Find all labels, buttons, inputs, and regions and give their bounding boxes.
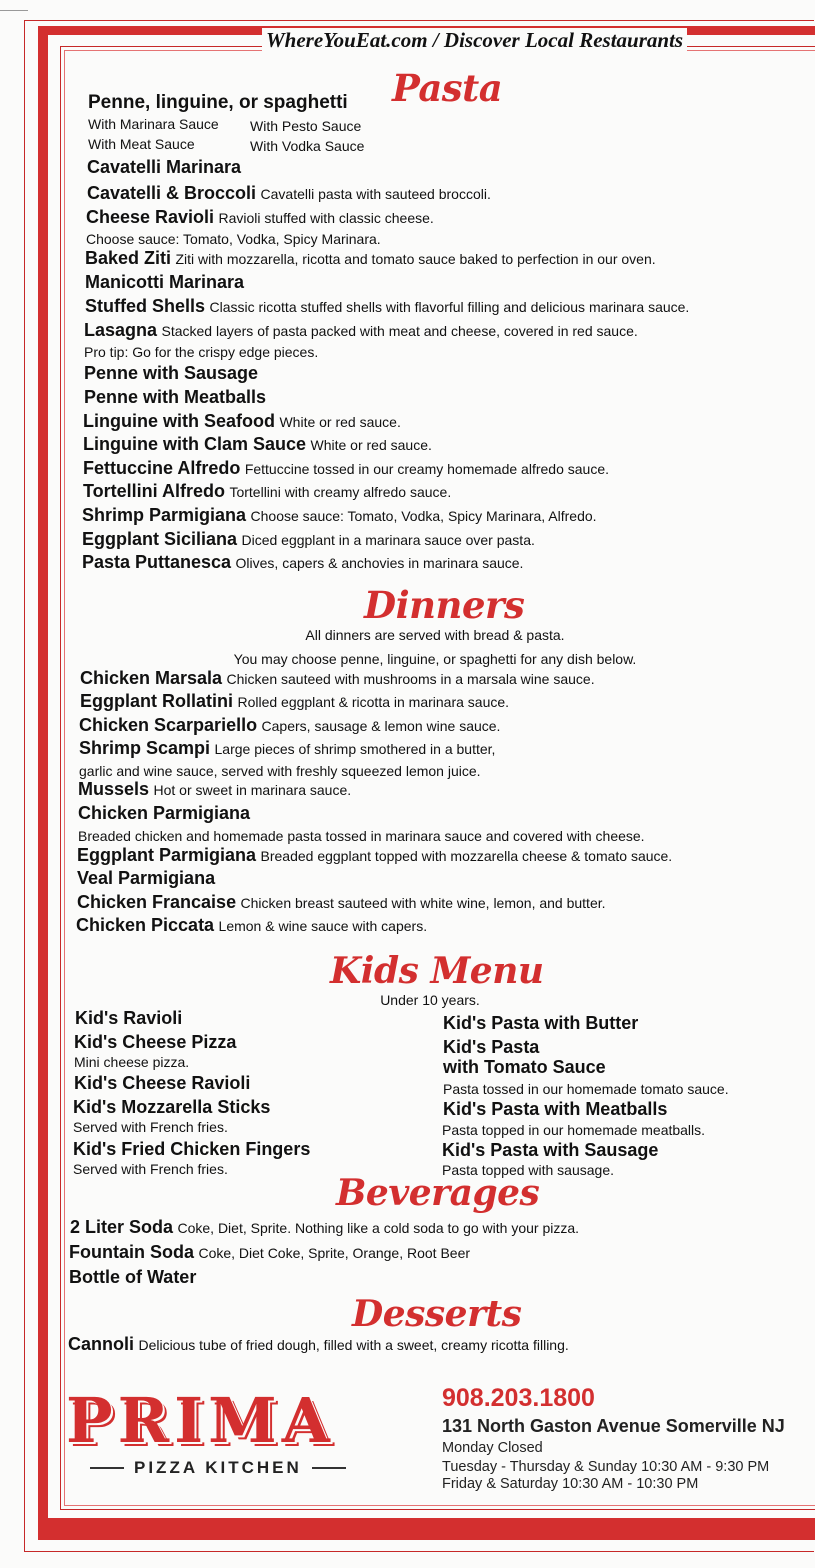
item-desc: Coke, Diet Coke, Sprite, Orange, Root Beer (198, 1245, 471, 1261)
item-desc: Classic ricotta stuffed shells with flavorful filling and delicious marinara sauce. (209, 299, 690, 315)
kids-item-name-cont: with Tomato Sauce (443, 1057, 606, 1077)
item-desc: Coke, Diet, Sprite. Nothing like a cold soda to go with your pizza. (177, 1220, 580, 1236)
menu-item (83, 481, 451, 502)
item-desc: Chicken breast sauteed with white wine, lemon, and butter. (240, 895, 606, 911)
item-desc: Stacked layers of pasta packed with meat and cheese, covered in red sauce. (161, 323, 638, 339)
dinners-note: You may choose penne, linguine, or spaghetti for any dish below. (233, 651, 637, 667)
item-desc: Hot or sweet in marinara sauce. (153, 782, 352, 798)
kids-item-name: Kid's Ravioli (75, 1008, 183, 1028)
dinners-heading: Dinners (364, 583, 525, 627)
item-desc: Choose sauce: Tomato, Vodka, Spicy Marinara, Alfredo. (250, 508, 597, 524)
kids-item-name: Kid's Pasta with Sausage (442, 1140, 659, 1160)
beverages-heading: Beverages (336, 1172, 540, 1214)
item-desc: Large pieces of shrimp smothered in a butter, (214, 741, 496, 757)
item-name: Penne with Meatballs (84, 387, 267, 407)
kids-item-desc: Served with French fries. (73, 1161, 228, 1177)
item-name: Cavatelli Marinara (87, 157, 242, 177)
pasta-heading: Pasta (392, 66, 503, 110)
logo-subtitle: PIZZA KITCHEN (134, 1458, 302, 1477)
item-name: Eggplant Siciliana (82, 529, 238, 549)
item-desc: White or red sauce. (310, 437, 432, 453)
item-name: Shrimp Parmigiana (82, 505, 247, 525)
hours-line: Tuesday - Thursday & Sunday 10:30 AM - 9:30 PM (442, 1459, 770, 1475)
menu-item (85, 296, 689, 317)
kids-item-desc: Served with French fries. (73, 1119, 228, 1135)
menu-item (69, 1267, 196, 1288)
site-banner: WhereYouEat.com / Discover Local Restaurants (262, 28, 687, 53)
item-name: Pasta Puttanesca (82, 552, 232, 572)
menu-item (78, 803, 250, 824)
kids-item-name: Kid's Mozzarella Sticks (73, 1097, 271, 1117)
kids-item-name: Kid's Fried Chicken Fingers (73, 1139, 311, 1159)
menu-item (84, 387, 266, 408)
pasta-penne-option: With Meat Sauce (88, 136, 195, 152)
menu-item (86, 207, 434, 228)
menu-item (76, 915, 427, 936)
item-name: Fettuccine Alfredo (83, 458, 241, 478)
item-name: Cheese Ravioli (86, 207, 215, 227)
kids-item-desc: Pasta topped in our homemade meatballs. (442, 1122, 706, 1138)
menu-item (82, 505, 597, 526)
item-desc: Diced eggplant in a marinara sauce over pasta. (241, 532, 535, 548)
kids-item-name: Kid's Pasta with Butter (443, 1013, 639, 1033)
kids-item-desc: Mini cheese pizza. (74, 1054, 190, 1070)
red-band-left (38, 26, 48, 1540)
menu-item (83, 434, 432, 455)
item-name: Manicotti Marinara (85, 272, 245, 292)
item-desc: Capers, sausage & lemon wine sauce. (261, 718, 501, 734)
item-desc-line: Breaded chicken and homemade pasta tossed in marinara sauce and covered with cheese. (78, 828, 645, 844)
menu-item (82, 552, 523, 573)
item-desc-line: garlic and wine sauce, served with freshly squeezed lemon juice. (79, 763, 481, 779)
menu-item (79, 738, 495, 759)
item-desc: Rolled eggplant & ricotta in marinara sauce. (237, 694, 510, 710)
menu-item (84, 363, 258, 384)
menu-item (85, 248, 656, 269)
item-name: Fountain Soda (69, 1242, 194, 1262)
logo-rule (90, 1467, 124, 1469)
item-desc: Lemon & wine sauce with capers. (218, 918, 428, 934)
item-desc-line: Choose sauce: Tomato, Vodka, Spicy Marinara. (86, 231, 381, 247)
item-name: Eggplant Parmigiana (77, 845, 257, 865)
menu-item (77, 868, 215, 889)
item-desc: Breaded eggplant topped with mozzarella cheese & tomato sauce. (260, 848, 673, 864)
kids-item-desc: Pasta topped with sausage. (442, 1162, 615, 1178)
desserts-heading: Desserts (352, 1293, 522, 1335)
item-name: Stuffed Shells (85, 296, 206, 316)
item-desc: Delicious tube of fried dough, filled with a sweet, creamy ricotta filling. (138, 1337, 569, 1353)
pasta-penne-option: With Vodka Sauce (250, 138, 365, 154)
item-name: Linguine with Seafood (83, 411, 275, 431)
menu-item (77, 892, 606, 913)
menu-item (82, 529, 535, 550)
item-name: 2 Liter Soda (70, 1217, 174, 1237)
item-name: Chicken Parmigiana (78, 803, 251, 823)
item-name: Cannoli (68, 1334, 134, 1354)
kids-item-name: Kid's Cheese Ravioli (74, 1073, 251, 1093)
dinners-note: All dinners are served with bread & pasta. (305, 627, 565, 643)
menu-item (87, 183, 491, 204)
menu-item (85, 272, 244, 293)
pasta-penne-option: With Pesto Sauce (250, 118, 362, 134)
prima-logo (66, 1384, 420, 1478)
phone-number[interactable]: 908.203.1800 (442, 1384, 595, 1412)
menu-item (68, 1334, 569, 1355)
item-desc: Chicken sauteed with mushrooms in a marsala wine sauce. (226, 671, 595, 687)
pasta-penne-name: Penne, linguine, or spaghetti (88, 92, 348, 113)
hours-line: Friday & Saturday 10:30 AM - 10:30 PM (442, 1476, 699, 1492)
item-desc: White or red sauce. (279, 414, 401, 430)
hours-line: Monday Closed (442, 1440, 543, 1456)
address: 131 North Gaston Avenue Somerville NJ (442, 1416, 785, 1436)
scan-corner-mark (0, 0, 28, 11)
item-name: Cavatelli & Broccoli (87, 183, 257, 203)
item-name: Shrimp Scampi (79, 738, 211, 758)
menu-item (69, 1242, 470, 1263)
item-desc: Ziti with mozzarella, ricotta and tomato sauce baked to perfection in our oven. (175, 251, 656, 267)
kids-item-name: Kid's Pasta (443, 1037, 540, 1057)
item-desc: Fettuccine tossed in our creamy homemade alfredo sauce. (244, 461, 609, 477)
item-name: Chicken Piccata (76, 915, 215, 935)
item-name: Chicken Francaise (77, 892, 237, 912)
kids-item-desc: Pasta tossed in our homemade tomato sauce. (443, 1081, 729, 1097)
item-name: Mussels (78, 779, 150, 799)
kids-note: Under 10 years. (380, 992, 480, 1008)
kids-item-name: Kid's Cheese Pizza (74, 1032, 237, 1052)
item-desc: Olives, capers & anchovies in marinara sauce. (235, 555, 524, 571)
menu-item (80, 668, 595, 689)
red-band-bottom (38, 1518, 815, 1540)
item-name: Eggplant Rollatini (80, 691, 233, 711)
item-name: Chicken Scarpariello (79, 715, 258, 735)
logo-rule (312, 1467, 346, 1469)
pasta-penne-option: With Marinara Sauce (88, 116, 219, 132)
item-desc: Ravioli stuffed with classic cheese. (218, 210, 434, 226)
menu-item (84, 320, 638, 341)
menu-item (80, 691, 509, 712)
item-desc: Cavatelli pasta with sauteed broccoli. (260, 186, 491, 202)
item-name: Baked Ziti (85, 248, 172, 268)
item-name: Lasagna (84, 320, 158, 340)
item-name: Tortellini Alfredo (83, 481, 225, 501)
item-name: Bottle of Water (69, 1267, 197, 1287)
kids-item-name: Kid's Pasta with Meatballs (443, 1099, 668, 1119)
item-name: Chicken Marsala (80, 668, 223, 688)
logo-subline (90, 1458, 420, 1478)
item-name: Veal Parmigiana (77, 868, 216, 888)
item-desc-line: Pro tip: Go for the crispy edge pieces. (84, 344, 319, 360)
menu-item (83, 458, 609, 479)
item-desc: Tortellini with creamy alfredo sauce. (229, 484, 452, 500)
kids-heading: Kids Menu (330, 950, 544, 992)
menu-item (70, 1217, 579, 1238)
item-name: Penne with Sausage (84, 363, 259, 383)
logo-wordmark: PRIMA (66, 1384, 335, 1457)
menu-item (83, 411, 401, 432)
item-name: Linguine with Clam Sauce (83, 434, 307, 454)
menu-item (77, 845, 672, 866)
menu-item (87, 157, 241, 178)
menu-item (79, 715, 500, 736)
menu-item (78, 779, 351, 800)
